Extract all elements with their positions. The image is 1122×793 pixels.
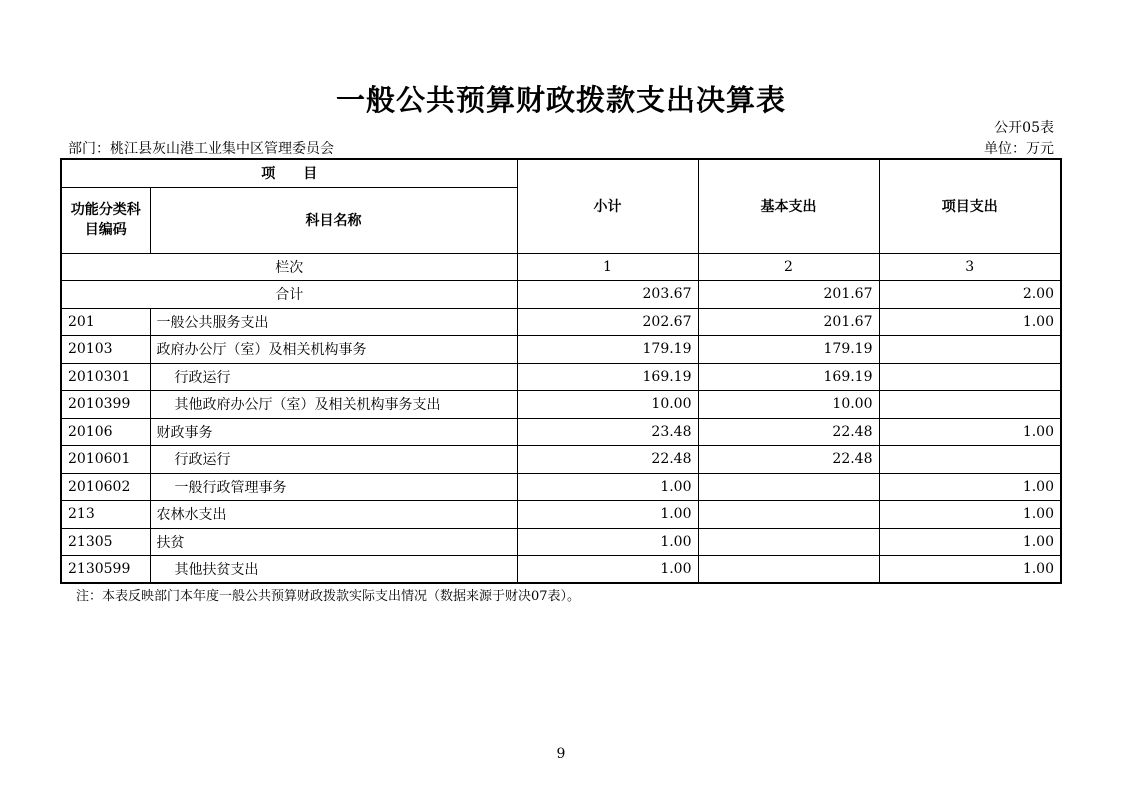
row-name: 扶贫 — [150, 528, 517, 556]
row-subtotal: 1.00 — [517, 473, 698, 501]
row-subtotal: 10.00 — [517, 391, 698, 419]
row-subtotal: 1.00 — [517, 501, 698, 529]
row-project: 1.00 — [879, 556, 1061, 584]
row-project — [879, 336, 1061, 364]
row-code: 20106 — [61, 418, 150, 446]
row-code: 2130599 — [61, 556, 150, 584]
row-name: 行政运行 — [150, 363, 517, 391]
row-basic — [698, 473, 879, 501]
row-code: 2010399 — [61, 391, 150, 419]
total-basic: 201.67 — [698, 280, 879, 308]
row-basic: 22.48 — [698, 418, 879, 446]
row-basic — [698, 556, 879, 584]
column-index-2: 2 — [698, 253, 879, 280]
table-row — [61, 446, 1061, 474]
page-number: 9 — [556, 746, 566, 762]
row-code: 201 — [61, 308, 150, 336]
row-project: 1.00 — [879, 308, 1061, 336]
row-subtotal: 1.00 — [517, 528, 698, 556]
table-row — [61, 528, 1061, 556]
row-code: 20103 — [61, 336, 150, 364]
row-code: 2010602 — [61, 473, 150, 501]
row-name: 政府办公厅（室）及相关机构事务 — [150, 336, 517, 364]
table-row — [61, 308, 1061, 336]
header-name: 科目名称 — [150, 187, 517, 253]
row-project: 1.00 — [879, 473, 1061, 501]
table-row — [61, 418, 1061, 446]
row-basic: 169.19 — [698, 363, 879, 391]
total-subtotal: 203.67 — [517, 280, 698, 308]
table-row — [61, 336, 1061, 364]
row-code: 2010601 — [61, 446, 150, 474]
header-code: 功能分类科目编码 — [61, 187, 150, 253]
row-subtotal: 22.48 — [517, 446, 698, 474]
row-project: 1.00 — [879, 501, 1061, 529]
expenditure-table — [60, 158, 1062, 584]
row-basic — [698, 528, 879, 556]
row-name: 其他扶贫支出 — [150, 556, 517, 584]
footnote: 注：本表反映部门本年度一般公共预算财政拨款实际支出情况（数据来源于财决07表）。 — [76, 589, 581, 604]
row-basic: 201.67 — [698, 308, 879, 336]
header-row-1 — [61, 159, 1061, 187]
table-row — [61, 363, 1061, 391]
table-row — [61, 391, 1061, 419]
page-title: 一般公共预算财政拨款支出决算表 — [335, 83, 786, 117]
table-row — [61, 473, 1061, 501]
row-name: 一般公共服务支出 — [150, 308, 517, 336]
row-project: 1.00 — [879, 418, 1061, 446]
row-basic: 22.48 — [698, 446, 879, 474]
row-project — [879, 363, 1061, 391]
header-basic: 基本支出 — [698, 159, 879, 253]
column-index-1: 1 — [517, 253, 698, 280]
row-name: 一般行政管理事务 — [150, 473, 517, 501]
header-project: 项目支出 — [879, 159, 1061, 253]
row-subtotal: 179.19 — [517, 336, 698, 364]
row-name: 其他政府办公厅（室）及相关机构事务支出 — [150, 391, 517, 419]
header-subtotal: 小计 — [517, 159, 698, 253]
row-project — [879, 391, 1061, 419]
table-row — [61, 501, 1061, 529]
row-project: 1.00 — [879, 528, 1061, 556]
unit-label: 单位：万元 — [984, 141, 1054, 157]
row-code: 2010301 — [61, 363, 150, 391]
row-code: 21305 — [61, 528, 150, 556]
row-name: 农林水支出 — [150, 501, 517, 529]
total-project: 2.00 — [879, 280, 1061, 308]
total-row — [61, 280, 1061, 308]
table-row — [61, 556, 1061, 584]
row-basic: 10.00 — [698, 391, 879, 419]
department-label: 部门：桃江县灰山港工业集中区管理委员会 — [68, 141, 334, 157]
row-name: 财政事务 — [150, 418, 517, 446]
row-subtotal: 169.19 — [517, 363, 698, 391]
row-subtotal: 23.48 — [517, 418, 698, 446]
row-basic: 179.19 — [698, 336, 879, 364]
row-basic — [698, 501, 879, 529]
row-subtotal: 202.67 — [517, 308, 698, 336]
row-name: 行政运行 — [150, 446, 517, 474]
row-subtotal: 1.00 — [517, 556, 698, 584]
total-label: 合计 — [61, 280, 517, 308]
row-code: 213 — [61, 501, 150, 529]
row-project — [879, 446, 1061, 474]
column-index-label: 栏次 — [61, 253, 517, 280]
column-index-row — [61, 253, 1061, 280]
header-item: 项 目 — [61, 159, 517, 187]
form-code: 公开05表 — [994, 120, 1054, 136]
column-index-3: 3 — [879, 253, 1061, 280]
